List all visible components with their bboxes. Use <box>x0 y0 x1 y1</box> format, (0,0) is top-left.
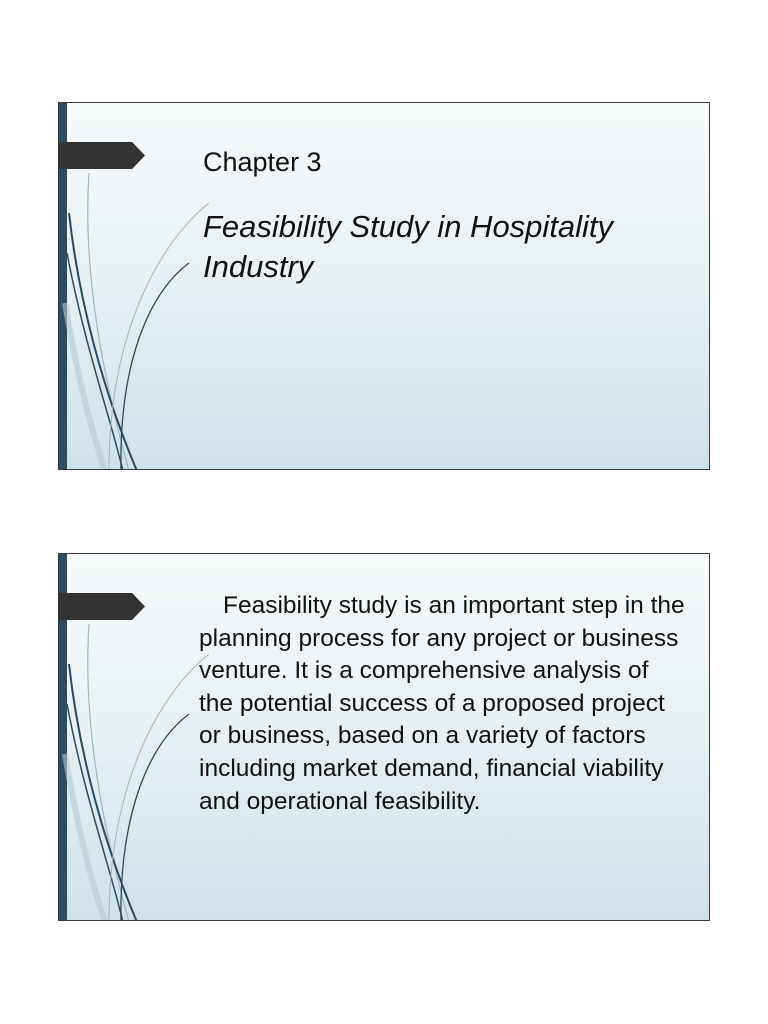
slide-tab-marker <box>59 593 145 620</box>
slide-title: Feasibility Study in Hospitality Industry <box>203 209 614 284</box>
slide-tab-marker <box>59 142 145 169</box>
slide-body-text: Feasibility study is an important step in the planning process for any project or business venture. It is a comprehensive analysis of the potential success of a proposed project or business, based on a variety of factors including market demand, financial viability and operational feasibility. <box>199 592 685 815</box>
slide-body <box>58 553 710 921</box>
chapter-label: Chapter 3 <box>203 147 322 177</box>
slide-title <box>58 102 710 470</box>
